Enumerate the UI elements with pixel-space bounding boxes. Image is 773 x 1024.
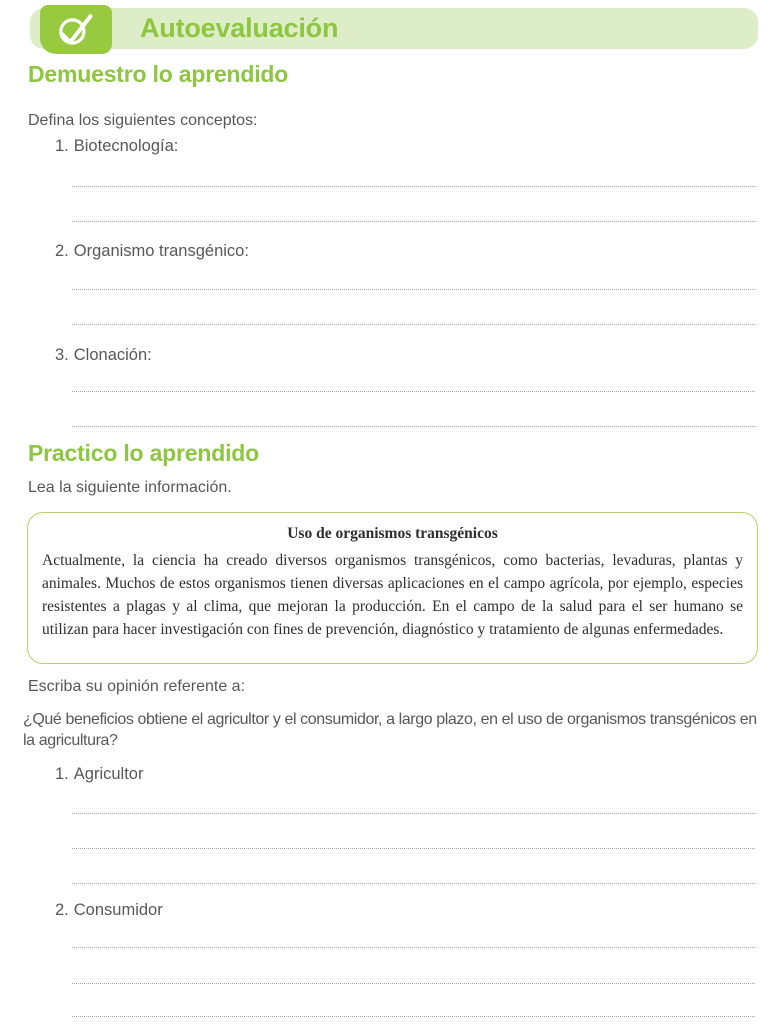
opinion-item-agricultor — [55, 766, 143, 783]
info-box-title: Uso de organismos transgénicos — [287, 525, 498, 542]
answer-line — [72, 1016, 755, 1017]
item-number: 2. — [55, 901, 69, 919]
concept-item-biotecnologia — [55, 138, 178, 155]
info-box — [27, 512, 758, 664]
answer-line — [72, 426, 755, 427]
header-icon-tile — [40, 5, 112, 54]
answer-line — [72, 324, 755, 325]
item-label: Biotecnología: — [73, 137, 179, 155]
answer-line — [72, 289, 755, 290]
answer-line — [72, 848, 755, 849]
item-label: Clonación: — [73, 346, 152, 364]
item-label: Agricultor — [73, 765, 144, 783]
answer-line — [72, 186, 755, 187]
concept-item-clonacion — [55, 347, 152, 364]
concept-item-organismo-transgenico — [55, 243, 249, 260]
section-heading-demuestro: Demuestro lo aprendido — [28, 61, 289, 87]
answer-line — [72, 983, 755, 984]
answer-line — [72, 883, 755, 884]
prompt-escriba: Escriba su opinión referente a: — [28, 678, 246, 695]
answer-line — [72, 391, 755, 392]
item-number: 1. — [55, 137, 69, 155]
item-number: 1. — [55, 765, 69, 783]
question-text: ¿Qué beneficios obtiene el agricultor y el consumidor, a largo plazo, en el uso de organismos transgénicos en la agricultura? — [23, 711, 757, 749]
info-box-body: Actualmente, la ciencia ha creado diversos organismos transgénicos, como bacterias, levaduras, plantas y animales. Muchos de estos organismos tienen diversas aplicaciones en el campo agrícola, por ejemplo, especies resistentes a plagas y al clima, que mejoran la producción. En el campo de la salud para el ser humano se utilizan para hacer investigación con fines de prevención, diagnóstico y tratamiento de algunas enfermedades. — [42, 552, 743, 638]
opinion-item-consumidor — [55, 902, 163, 919]
answer-line — [72, 813, 755, 814]
check-circle-icon — [50, 9, 102, 51]
item-number: 3. — [55, 346, 69, 364]
answer-line — [72, 947, 755, 948]
item-number: 2. — [55, 242, 69, 260]
answer-line — [72, 221, 755, 222]
instruction-defina: Defina los siguientes conceptos: — [28, 112, 258, 129]
item-label: Consumidor — [73, 901, 163, 919]
instruction-lea: Lea la siguiente información. — [28, 479, 232, 496]
section-heading-practico: Practico lo aprendido — [28, 440, 259, 466]
page-title: Autoevaluación — [140, 13, 339, 43]
item-label: Organismo transgénico: — [73, 242, 249, 260]
